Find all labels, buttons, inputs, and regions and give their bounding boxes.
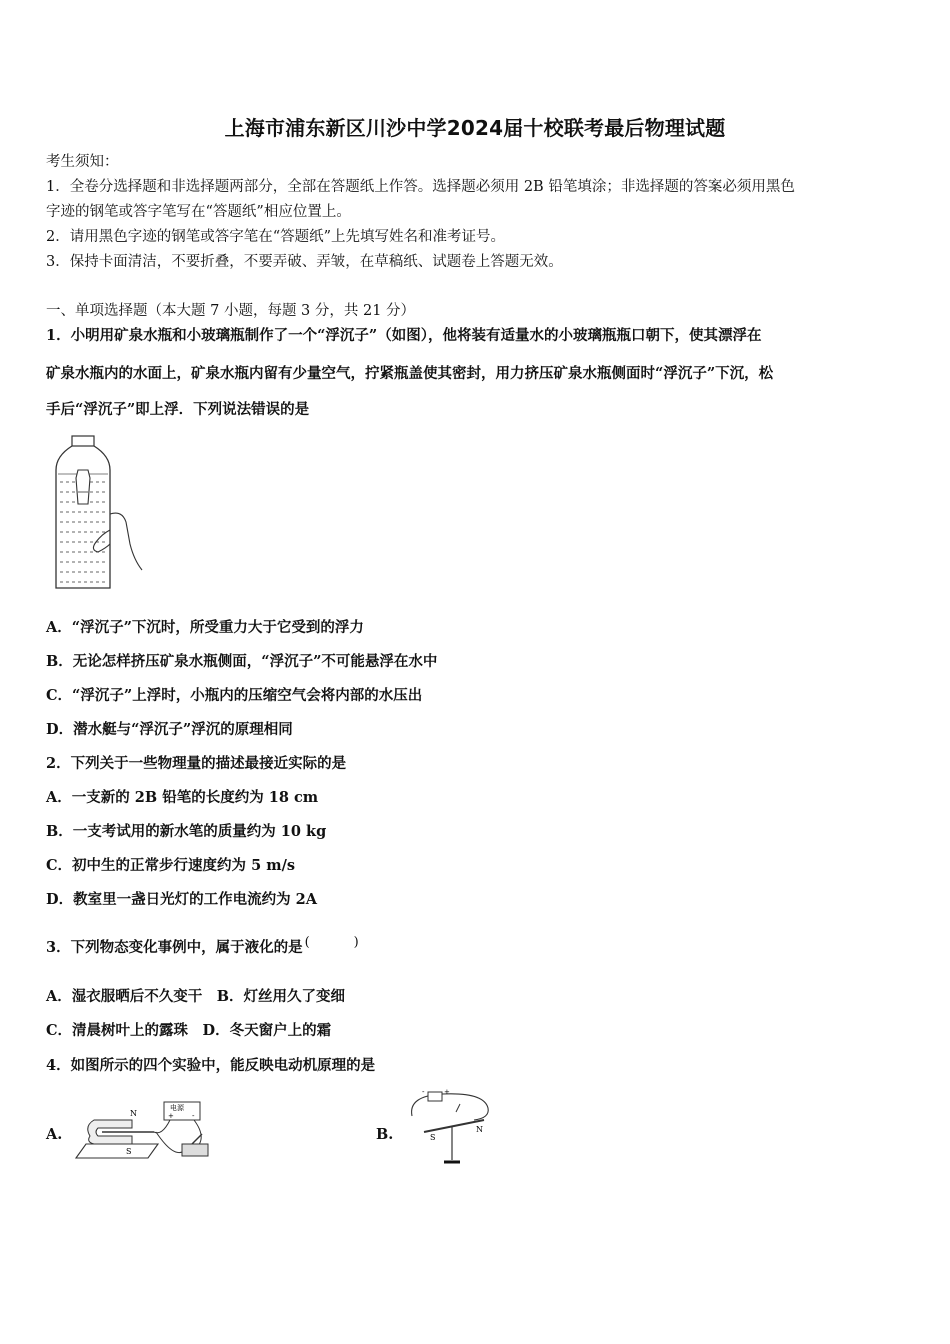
page-title: 上海市浦东新区川沙中学2024届十校联考最后物理试题 — [224, 116, 726, 140]
fig-a-n-label: N — [130, 1109, 137, 1118]
q4-label-b[interactable]: B. — [376, 1126, 394, 1143]
q2-option-c[interactable]: C．初中生的正常步行速度约为 5 m/s — [46, 857, 296, 874]
q4-stem: 4．如图所示的四个实验中，能反映电动机原理的是 — [46, 1057, 376, 1074]
q1-stem-line3: 手后“浮沉子”即上浮．下列说法错误的是 — [46, 401, 310, 418]
q1-option-b[interactable]: B．无论怎样挤压矿泉水瓶侧面，“浮沉子”不可能悬浮在水中 — [46, 653, 438, 670]
q3-stem — [46, 935, 365, 959]
bottle-diver-figure — [50, 434, 145, 594]
q3-answer-paren: ( ) — [304, 935, 365, 950]
notice-item-1a: 1．全卷分选择题和非选择题两部分，全部在答题纸上作答。选择题必须用 2B 铅笔填涂；非选择题的答案必须用黑色 — [46, 179, 795, 195]
notice-heading: 考生须知： — [46, 154, 119, 170]
q1-option-d[interactable]: D．潜水艇与“浮沉子”浮沉的原理相同 — [46, 721, 293, 738]
notice-item-3: 3．保持卡面清洁，不要折叠，不要弄破、弄皱，在草稿纸、试题卷上答题无效。 — [46, 254, 563, 270]
fig-a-power-label: 电源 — [170, 1104, 184, 1112]
q1-stem-line2: 矿泉水瓶内的水面上，矿泉水瓶内留有少量空气，拧紧瓶盖使其密封，用力挤压矿泉水瓶侧面时“浮沉子”下沉，松 — [46, 365, 774, 382]
q1-stem-line1: 1．小明用矿泉水瓶和小玻璃瓶制作了一个“浮沉子”（如图），他将装有适量水的小玻璃瓶瓶口朝下，使其漂浮在 — [46, 327, 762, 344]
q2-option-d[interactable]: D．教室里一盏日光灯的工作电流约为 2A — [46, 891, 317, 908]
q3-options-cd[interactable]: C．清晨树叶上的露珠 D．冬天窗户上的霜 — [46, 1022, 332, 1039]
fig-b-s-label: S — [430, 1133, 436, 1142]
q1-option-a[interactable]: A．“浮沉子”下沉时，所受重力大于它受到的浮力 — [46, 619, 364, 636]
q3-options-ab[interactable]: A．湿衣服晒后不久变干 B．灯丝用久了变细 — [46, 988, 346, 1005]
fig-a-s-label: S — [126, 1147, 132, 1156]
section-heading: 一、单项选择题（本大题 7 小题，每题 3 分，共 21 分） — [46, 303, 416, 319]
notice-item-1b: 字迹的钢笔或答字笔写在“答题纸”相应位置上。 — [46, 204, 351, 220]
fig-b-plus: + — [444, 1088, 450, 1096]
fig-b-minus: - — [422, 1088, 425, 1096]
fig-a-plus: + — [168, 1112, 174, 1120]
q4-figure-a — [72, 1096, 222, 1166]
q2-option-b[interactable]: B．一支考试用的新水笔的质量约为 10 kg — [46, 823, 327, 840]
q4-label-a[interactable]: A. — [46, 1126, 63, 1143]
notice-item-2: 2．请用黑色字迹的钢笔或答字笔在“答题纸”上先填写姓名和准考证号。 — [46, 229, 506, 245]
q2-stem: 2．下列关于一些物理量的描述最接近实际的是 — [46, 755, 347, 772]
q2-option-a[interactable]: A．一支新的 2B 铅笔的长度约为 18 cm — [46, 789, 319, 806]
q3-stem-text: 3．下列物态变化事例中，属于液化的是 — [46, 939, 303, 956]
fig-a-minus: - — [192, 1112, 195, 1120]
q4-figure-b — [402, 1086, 502, 1170]
q1-option-c[interactable]: C．“浮沉子”上浮时，小瓶内的压缩空气会将内部的水压出 — [46, 687, 423, 704]
fig-b-n-label: N — [476, 1125, 483, 1134]
